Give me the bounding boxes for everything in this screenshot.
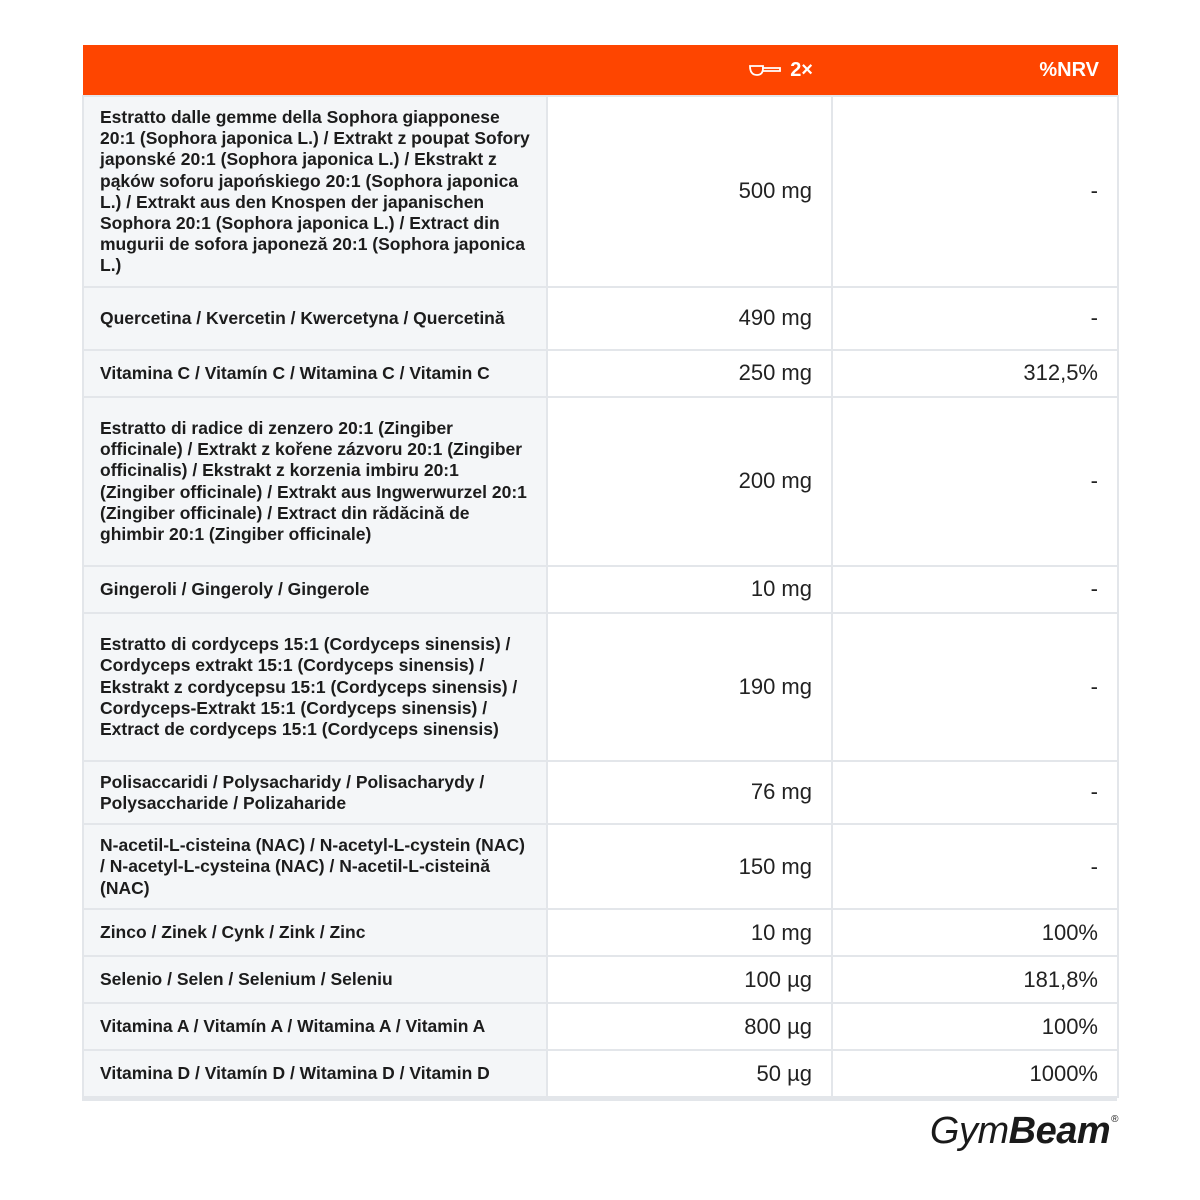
ingredient-name-cell: Zinco / Zinek / Cynk / Zink / Zinc xyxy=(83,909,547,956)
header-serving-cell xyxy=(547,45,832,96)
ingredient-name-cell: Selenio / Selen / Selenium / Seleniu xyxy=(83,956,547,1003)
table-row xyxy=(83,96,1118,287)
ingredient-name-cell: Polisaccaridi / Polysacharidy / Polisacharydy / Polysaccharide / Polizaharide xyxy=(83,761,547,824)
logo-beam-text: Beam xyxy=(1008,1110,1111,1152)
ingredient-name-cell: Estratto di cordyceps 15:1 (Cordyceps sinensis) / Cordyceps extrakt 15:1 (Cordyceps sinensis) / Ekstrakt z cordycepsu 15:1 (Cordyceps sinensis) / Cordyceps-Extrakt 15:1 (Cordyceps sinensis) / Extract de cordyceps 15:1 (Cordyceps sinensis) xyxy=(83,613,547,761)
nrv-cell: 100% xyxy=(832,1003,1118,1050)
nrv-cell: - xyxy=(832,566,1118,613)
ingredient-name-cell: Quercetina / Kvercetin / Kwercetyna / Quercetină xyxy=(83,287,547,350)
ingredient-name-cell: N-acetil-L-cisteina (NAC) / N-acetyl-L-cystein (NAC) / N-acetyl-L-cysteina (NAC) / N-acetil-L-cisteină (NAC) xyxy=(83,824,547,909)
nrv-cell: - xyxy=(832,287,1118,350)
nrv-cell: - xyxy=(832,96,1118,287)
nrv-cell: 100% xyxy=(832,909,1118,956)
nrv-cell: - xyxy=(832,761,1118,824)
table-row xyxy=(83,909,1118,956)
nrv-cell: - xyxy=(832,613,1118,761)
table-body xyxy=(83,96,1118,1097)
ingredient-name-cell: Vitamina A / Vitamín A / Witamina A / Vitamin A xyxy=(83,1003,547,1050)
table-row xyxy=(83,824,1118,909)
table-row xyxy=(83,397,1118,566)
amount-cell: 250 mg xyxy=(547,350,832,397)
amount-cell: 490 mg xyxy=(547,287,832,350)
ingredient-name-cell: Gingeroli / Gingeroly / Gingerole xyxy=(83,566,547,613)
registered-mark: ® xyxy=(1111,1114,1118,1125)
amount-cell: 10 mg xyxy=(547,909,832,956)
header-nrv-cell xyxy=(832,45,1118,96)
nrv-cell: 181,8% xyxy=(832,956,1118,1003)
table-header xyxy=(83,45,1118,96)
amount-cell: 150 mg xyxy=(547,824,832,909)
amount-cell: 10 mg xyxy=(547,566,832,613)
amount-cell: 50 µg xyxy=(547,1050,832,1097)
nrv-cell: 1000% xyxy=(832,1050,1118,1097)
logo-gym-text: Gym xyxy=(929,1110,1009,1152)
table-row xyxy=(83,350,1118,397)
amount-cell: 76 mg xyxy=(547,761,832,824)
ingredient-name-cell: Vitamina C / Vitamín C / Witamina C / Vitamin C xyxy=(83,350,547,397)
nrv-cell: - xyxy=(832,824,1118,909)
nrv-cell: 312,5% xyxy=(832,350,1118,397)
table-row xyxy=(83,287,1118,350)
nrv-cell: - xyxy=(832,397,1118,566)
amount-cell: 800 µg xyxy=(547,1003,832,1050)
table-row xyxy=(83,1050,1118,1097)
table-row xyxy=(83,566,1118,613)
nutrition-table xyxy=(82,45,1119,1098)
nutrition-table-wrapper xyxy=(82,45,1117,1101)
ingredient-name-cell: Estratto dalle gemme della Sophora giapponese 20:1 (Sophora japonica L.) / Extrakt z poupat Sofory japonské 20:1 (Sophora japonica L.) / Ekstrakt z pąków soforu japońskiego 20:1 (Sophora japonica L.) / Extrakt aus den Knospen der japanischen Sophora 20:1 (Sophora japonica L.) / Extract din mugurii de sofora japoneză 20:1 (Sophora japonica L.) xyxy=(83,96,547,287)
amount-cell: 500 mg xyxy=(547,96,832,287)
gymbeam-logo xyxy=(930,1110,1118,1153)
amount-cell: 100 µg xyxy=(547,956,832,1003)
table-row xyxy=(83,761,1118,824)
table-row xyxy=(83,956,1118,1003)
amount-cell: 200 mg xyxy=(547,397,832,566)
ingredient-name-cell: Vitamina D / Vitamín D / Witamina D / Vitamin D xyxy=(83,1050,547,1097)
header-row xyxy=(83,45,1118,96)
serving-label: 2× xyxy=(790,58,813,81)
table-row xyxy=(83,1003,1118,1050)
table-row xyxy=(83,613,1118,761)
amount-cell: 190 mg xyxy=(547,613,832,761)
nrv-label: %NRV xyxy=(1039,58,1099,81)
scoop-icon xyxy=(748,62,782,78)
ingredient-name-cell: Estratto di radice di zenzero 20:1 (Zingiber officinale) / Extrakt z kořene zázvoru 20:1 (Zingiber officinalis) / Ekstrakt z korzenia imbiru 20:1 (Zingiber officinale) / Extrakt aus Ingwerwurzel 20:1 (Zingiber officinale) / Extract din rădăcină de ghimbir 20:1 (Zingiber officinale) xyxy=(83,397,547,566)
header-ingredient-cell xyxy=(83,45,547,96)
